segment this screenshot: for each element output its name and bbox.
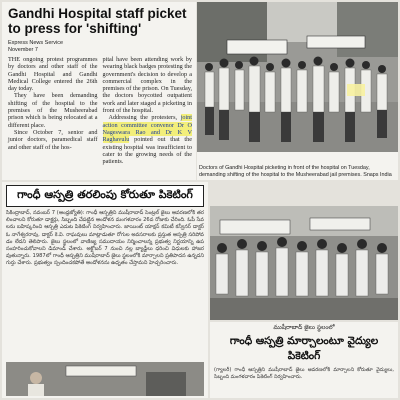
paragraph-text: Addressing the protesters, — [108, 114, 181, 122]
photo-caption — [199, 164, 396, 178]
paragraph: They have been demanding shifting of the hospital to the premises of the Musheerabad prison which is being relocated at a different place. — [8, 92, 98, 129]
paragraph: THE ongoing protest programmes by doctors and other staff of the Gandhi Hospital and Gandhi Medical College entered the 26th day today. — [8, 56, 98, 93]
article-column-2 — [103, 56, 193, 165]
second-picket-photo — [210, 206, 398, 320]
paragraph-text: pointed out that the existing hospital was insufficient to cater to the growing needs of the patients. — [102, 136, 192, 166]
telugu-body: సికింద్రాబాద్, నవంబర్ 7 (ఆంధ్రజ్యోతి): గాంధీ ఆస్పత్రిని ముషీరాబాద్ సెంట్రల్ జైలు ఆవరణలోకి తరలించాలని కోరుతూ డాక్టర్లు, సిబ్బంది చేపట్టిన ఆందోళన మంగళవారం 26వ రోజుకు చేరింది. ఓపీ సేవలను బహిష్కరించి ఆస్పత్రి ఎదుట పికెటింగ్ నిర్వహించారు. జాయింట్ యాక్షన్ కమిటీ కన్వీనర్ డాక్టర్ ఓ నాగేశ్వరరావు, డాక్టర్ కె.వి. రాఘవులు మాట్లాడుతూ రోగుల అవసరాలకు ప్రస్తుత ఆస్పత్రి సరిపోవడం లేదని తెలిపారు. జైలు స్థలంలో వాణిజ్య సముదాయం నిర్మించాలన్న ప్రభుత్వ నిర్ణయాన్ని ఉపసంహరించుకోవాలని డిమాండ్ చేశారు. అక్టోబర్ 7 నుంచి నల్ల బ్యాడ్జీలు ధరించి విధులకు హాజరవుతున్నారు. 1987లో గాంధీ ఆస్పత్రిని ముషీరాబాద్ జైలు స్థలంలోకి మార్చాలని ప్రతిపాదన ఉన్నదని గుర్తు చేశారు. ప్రభుత్వం స్పందించకపోతే ఆందోళనను ఉధృతం చేస్తామని హెచ్చరించారు. — [6, 210, 204, 267]
article-headline: Gandhi Hospital staff picket to press for 'shifting' — [8, 6, 187, 36]
article-byline — [8, 40, 196, 53]
picket-photo-clipping — [197, 2, 398, 180]
paragraph: pital have been attending work by wearing black badges protesting the government's decision to develop a commercial complex in the premises of the prison. On Tuesday, the doctors boycotted outpatient work and later staged a picketing in front of the hospital. — [102, 56, 192, 115]
picket-photo — [197, 2, 398, 152]
paragraph: Since October 7, senior and junior doctors, paramedical staff and other staff of the hos- — [8, 128, 98, 151]
second-picket-photo-clipping — [210, 206, 398, 320]
paragraph — [103, 114, 193, 165]
telugu-kicker: ముషీరాబాద్ జైలు స్థలంలో — [273, 324, 335, 331]
article-column-1 — [8, 56, 98, 165]
telugu-brief-clipping — [210, 322, 398, 398]
caption-text: Doctors of Gandhi Hospital picketing in front of the hospital on Tuesday, demanding shifting of the hospital to the Musheerabad jail premises. — [199, 165, 370, 178]
byline-source: Express News Service — [8, 40, 64, 46]
telugu-article-clipping — [2, 182, 208, 398]
english-article-clipping — [2, 2, 196, 180]
telugu-article-photo — [6, 362, 204, 396]
article-columns — [8, 56, 192, 165]
photo-credit: Snaps India — [363, 171, 392, 178]
byline-date: November 7 — [8, 46, 38, 53]
telugu-brief-headline: గాంధీ ఆస్పత్రి మార్చాలంటూ వైద్యుల పికెటింగ్ — [229, 335, 379, 362]
highlighted-quote: joint action committee convenor Dr O Nageswara Rao and Dr K V Raghavulu — [102, 114, 192, 144]
telugu-headline: గాంధీ ఆస్పత్రి తరలింపు కోరుతూ పికెటింగ్ — [6, 185, 204, 207]
telugu-brief-body: (గ్యాలరీ) గాంధీ ఆస్పత్రిని ముషీరాబాద్ జైలు ఆవరణలోకి మార్చాలని కోరుతూ వైద్యులు, సిబ్బంది మంగళవారం పికెటింగ్ నిర్వహించారు. — [214, 367, 394, 380]
